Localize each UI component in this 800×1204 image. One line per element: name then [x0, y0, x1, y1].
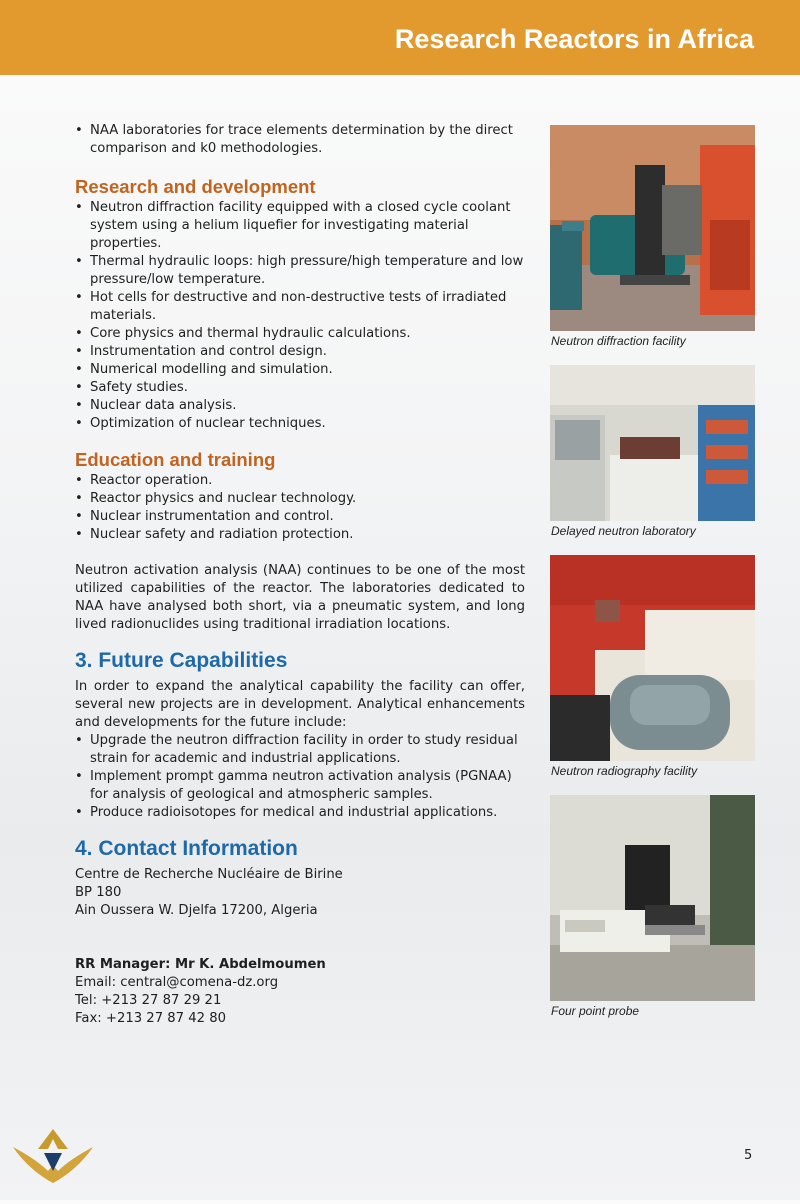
photo-caption: Neutron diffraction facility [551, 334, 686, 348]
photo-neutron-radiography [550, 555, 755, 761]
list-item: • Nuclear instrumentation and control. [75, 508, 525, 526]
list-item: • Hot cells for destructive and non-destructive tests of irradiated materials. [75, 289, 525, 325]
photo-caption: Delayed neutron laboratory [551, 524, 696, 538]
future-heading: 3. Future Capabilities [75, 649, 288, 672]
future-list [75, 732, 525, 822]
address-line: Ain Oussera W. Djelfa 17200, Algeria [75, 903, 318, 918]
contact-heading: 4. Contact Information [75, 837, 298, 860]
contact-tel: Tel: +213 27 87 29 21 [75, 993, 222, 1008]
address-line: BP 180 [75, 885, 122, 900]
list-item: • Produce radioisotopes for medical and industrial applications. [75, 804, 525, 822]
research-list [75, 199, 525, 433]
contact-email: Email: central@comena-dz.org [75, 975, 279, 990]
list-item: • Safety studies. [75, 379, 525, 397]
photo-neutron-diffraction [550, 125, 755, 331]
list-item: • Thermal hydraulic loops: high pressure/high temperature and low pressure/low temperature. [75, 253, 525, 289]
future-intro: In order to expand the analytical capability the facility can offer, several new projects are in development. Analytical enhancements and developments for the future include: [75, 679, 525, 730]
list-item: • Numerical modelling and simulation. [75, 361, 525, 379]
photo-caption: Four point probe [551, 1004, 640, 1018]
main-column [75, 122, 525, 1028]
naa-paragraph: Neutron activation analysis (NAA) continues to be one of the most utilized capabilities of the reactor. The laboratories dedicated to NAA have analysed both short, via a pneumatic system, and long lived radionuclides using traditional irradiation locations. [75, 563, 525, 632]
list-item: • Optimization of nuclear techniques. [75, 415, 525, 433]
list-item: • NAA laboratories for trace elements determination by the direct comparison and k0 methodologies. [75, 122, 525, 158]
page-number: 5 [744, 1148, 753, 1163]
photo-delayed-neutron-lab [550, 365, 755, 521]
list-item: • Core physics and thermal hydraulic calculations. [75, 325, 525, 343]
page-title: Research Reactors in Africa [394, 24, 754, 54]
education-heading: Education and training [75, 449, 276, 470]
list-item: • Implement prompt gamma neutron activation analysis (PGNAA) for analysis of geological and atmospheric samples. [75, 768, 525, 804]
list-item: • Upgrade the neutron diffraction facility in order to study residual strain for academic and industrial applications. [75, 732, 525, 768]
arab-defense-forum-logo [8, 1125, 98, 1200]
contact-address [75, 866, 525, 920]
list-item: • Neutron diffraction facility equipped with a closed cycle coolant system using a helium liquefier for investigating material properties. [75, 199, 525, 253]
page-header [0, 0, 800, 75]
intro-list [75, 122, 525, 158]
list-item: • Reactor operation. [75, 472, 525, 490]
contact-fax: Fax: +213 27 87 42 80 [75, 1011, 227, 1026]
list-item: • Nuclear safety and radiation protection. [75, 526, 525, 544]
education-list [75, 472, 525, 544]
list-item: • Nuclear data analysis. [75, 397, 525, 415]
contact-manager-block [75, 956, 525, 1028]
list-item: • Instrumentation and control design. [75, 343, 525, 361]
list-item: • Reactor physics and nuclear technology. [75, 490, 525, 508]
photo-four-point-probe [550, 795, 755, 1001]
photo-caption: Neutron radiography facility [551, 764, 698, 778]
address-line: Centre de Recherche Nucléaire de Birine [75, 867, 343, 882]
manager-name: RR Manager: Mr K. Abdelmoumen [75, 957, 326, 972]
research-heading: Research and development [75, 176, 316, 197]
